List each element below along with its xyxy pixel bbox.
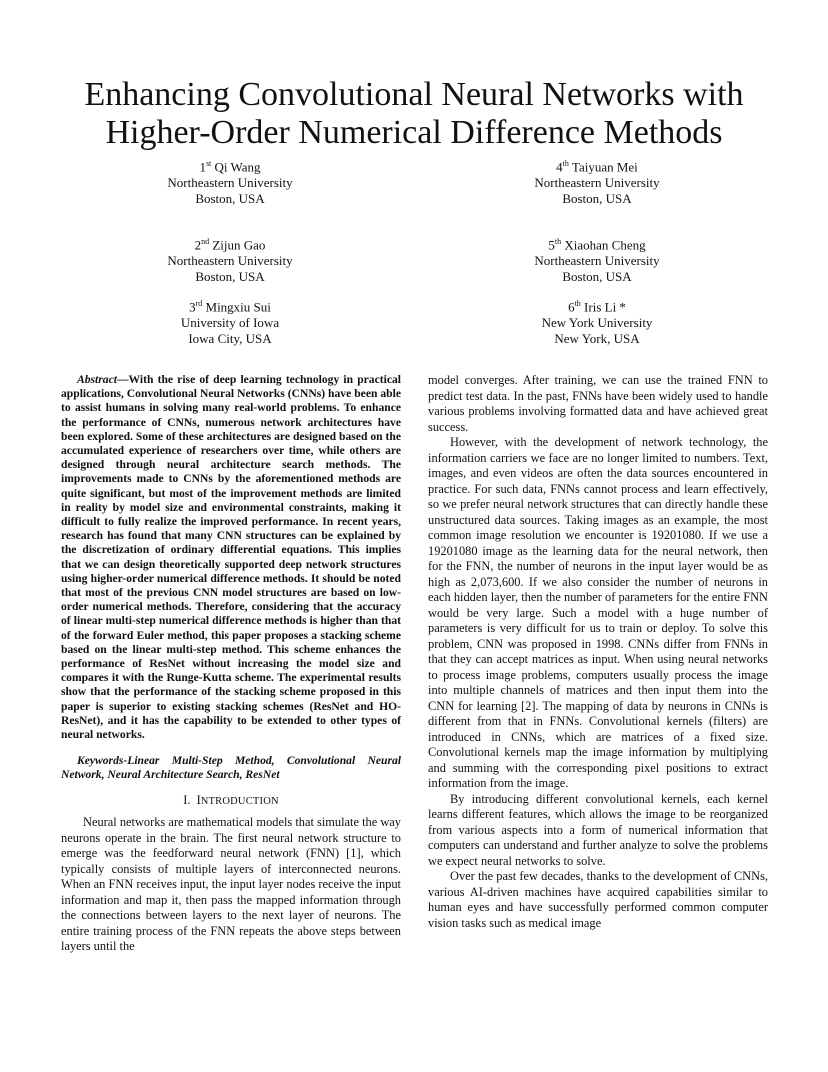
section-title-initial: I — [196, 792, 201, 807]
author-block — [130, 156, 330, 207]
author-affiliation: Northeastern University — [167, 253, 293, 269]
author-location: Boston, USA — [195, 269, 265, 285]
author-block — [497, 156, 697, 207]
section-number: I. — [183, 792, 191, 807]
title-line-1: Enhancing Convolutional Neural Networks with — [84, 76, 744, 113]
abstract-label: Abstract — [77, 373, 117, 386]
keywords: Keywords-Linear Multi-Step Method, Convolutional Neural Network, Neural Architecture Search, ResNet — [61, 754, 401, 782]
author-affiliation: Northeastern University — [534, 253, 660, 269]
paper-title — [40, 76, 788, 152]
author-block — [130, 234, 330, 285]
author-name: Xiaohan Cheng — [564, 237, 646, 253]
author-name-line: 5th Xiaohan Cheng — [548, 237, 646, 253]
author-name-line: 4th Taiyuan Mei — [556, 159, 638, 175]
abstract-text: —With the rise of deep learning technology in practical applications, Convolutional Neural Networks (CNNs) have been able to assist humans in solving many real-world problems. To enhance the performance of CNNs, numerous network architectures have been explored. Some of these architectures are designed based on the accumulated experience of researchers over time, while others are designed through neural architecture search methods. The improvements made to CNNs by the aforementioned methods are quite significant, but most of the improvement methods are limited in reality by model size and environmental constraints, making it difficult to fully realize the improved performance. In recent years, research has found that many CNN structures can be explained by the discretization of ordinary differential equations. This implies that we can design theoretically supported deep network structures using higher-order numerical difference methods. It should be noted that most of the previous CNN model structures are based on low-order numerical methods. Therefore, considering that the accuracy of linear multi-step numerical difference methods is higher than that of the forward Euler method, this paper proposes a stacking scheme based on the linear multi-step method. This scheme enhances the performance of ResNet without increasing the model size and compares it with the Runge-Kutta scheme. The experimental results show that the performance of the stacking scheme proposed in this paper is superior to existing stacking schemes (ResNet and HO-ResNet), and it has the capability to be extended to other types of neural networks. — [61, 373, 401, 742]
author-name: Iris Li * — [584, 299, 626, 315]
paragraph: However, with the development of network technology, the information carriers we face are no longer limited to numbers. Text, images, and even videos are often the data sources encountered in practice. For such data, FNNs cannot process and learn effectively, so we prefer neural network structures that can directly handle these unstructured data sources. Taking images as an example, the most common image resolution we encounter is 19201080. If we use a 19201080 image as the learning data for the neural network, then for the FNN, the number of neurons in the input layer would be as high as 2,073,600. If we also consider the number of neurons in each hidden layer, then the number of parameters for the entire FNN would be very large. Such a model with a huge number of parameters is very difficult for us to train or deploy. To solve this problem, CNN was proposed in 1998. CNNs differ from FNNs in that they can accept matrices as input. When using neural networks to process image problems, computers usually process the image into multiple channels of matrices and then input them into the CNN for learning [2]. The mapping of data by neurons in CNNs is different from that in FNNs. Convolutional kernels (filters) are introduced in CNNs, which are matrices of a fixed size. Convolutional kernels map the image information by multiplying and summing with the corresponding pixel positions to extract information from the image. — [428, 435, 768, 790]
author-block — [497, 234, 697, 285]
author-location: Iowa City, USA — [188, 331, 272, 347]
author-affiliation: Northeastern University — [167, 175, 293, 191]
author-affiliation: New York University — [541, 315, 653, 331]
author-name: Mingxiu Sui — [205, 299, 271, 315]
paragraph: Over the past few decades, thanks to the development of CNNs, various AI-driven machines have acquired capabilities similar to human eyes and have successfully performed common computer vision tasks such as medical image — [428, 869, 768, 930]
author-name: Taiyuan Mei — [571, 159, 638, 175]
author-location: Boston, USA — [562, 191, 632, 207]
paragraph: By introducing different convolutional kernels, each kernel learns different features, which allows the image to be reorganized from various aspects into a form of numerical information that computers can understand and further analyze to solve the problems we expect neural networks to solve. — [428, 791, 768, 868]
author-name-line: 2nd Zijun Gao — [194, 237, 266, 253]
abstract — [61, 373, 401, 742]
author-location: Boston, USA — [562, 269, 632, 285]
section-title-rest: NTRODUCTION — [200, 795, 279, 807]
section-heading — [61, 793, 401, 810]
author-name-line: 1st Qi Wang — [199, 159, 261, 175]
author-affiliation: University of Iowa — [180, 315, 280, 331]
paragraph: model converges. After training, we can use the trained FNN to predict test data. In the past, FNNs have been widely used to handle various problems involving formatted data and have achieved great success. — [428, 373, 768, 434]
author-name-line: 3rd Mingxiu Sui — [189, 299, 271, 315]
author-location: New York, USA — [554, 331, 640, 347]
author-name: Qi Wang — [214, 159, 261, 175]
author-block — [497, 296, 697, 347]
author-name-line: 6th Iris Li * — [568, 299, 626, 315]
author-affiliation: Northeastern University — [534, 175, 660, 191]
paragraph: Neural networks are mathematical models that simulate the way neurons operate in the brain. The first neural network structure to emerge was the feedforward neural network (FNN) [1], which typically consists of multiple layers of interconnected neurons. When an FNN receives input, the input layer nodes receive the input information and map it, then pass the mapped information through the connections between layers to the next layer of neurons. The entire training process of the FNN repeats the above steps between layers until the — [61, 815, 401, 954]
author-name: Zijun Gao — [212, 237, 266, 253]
author-block — [130, 296, 330, 347]
author-location: Boston, USA — [195, 191, 265, 207]
left-column — [61, 373, 401, 955]
title-line-2: Higher-Order Numerical Difference Methods — [105, 114, 723, 151]
right-column — [428, 373, 768, 931]
